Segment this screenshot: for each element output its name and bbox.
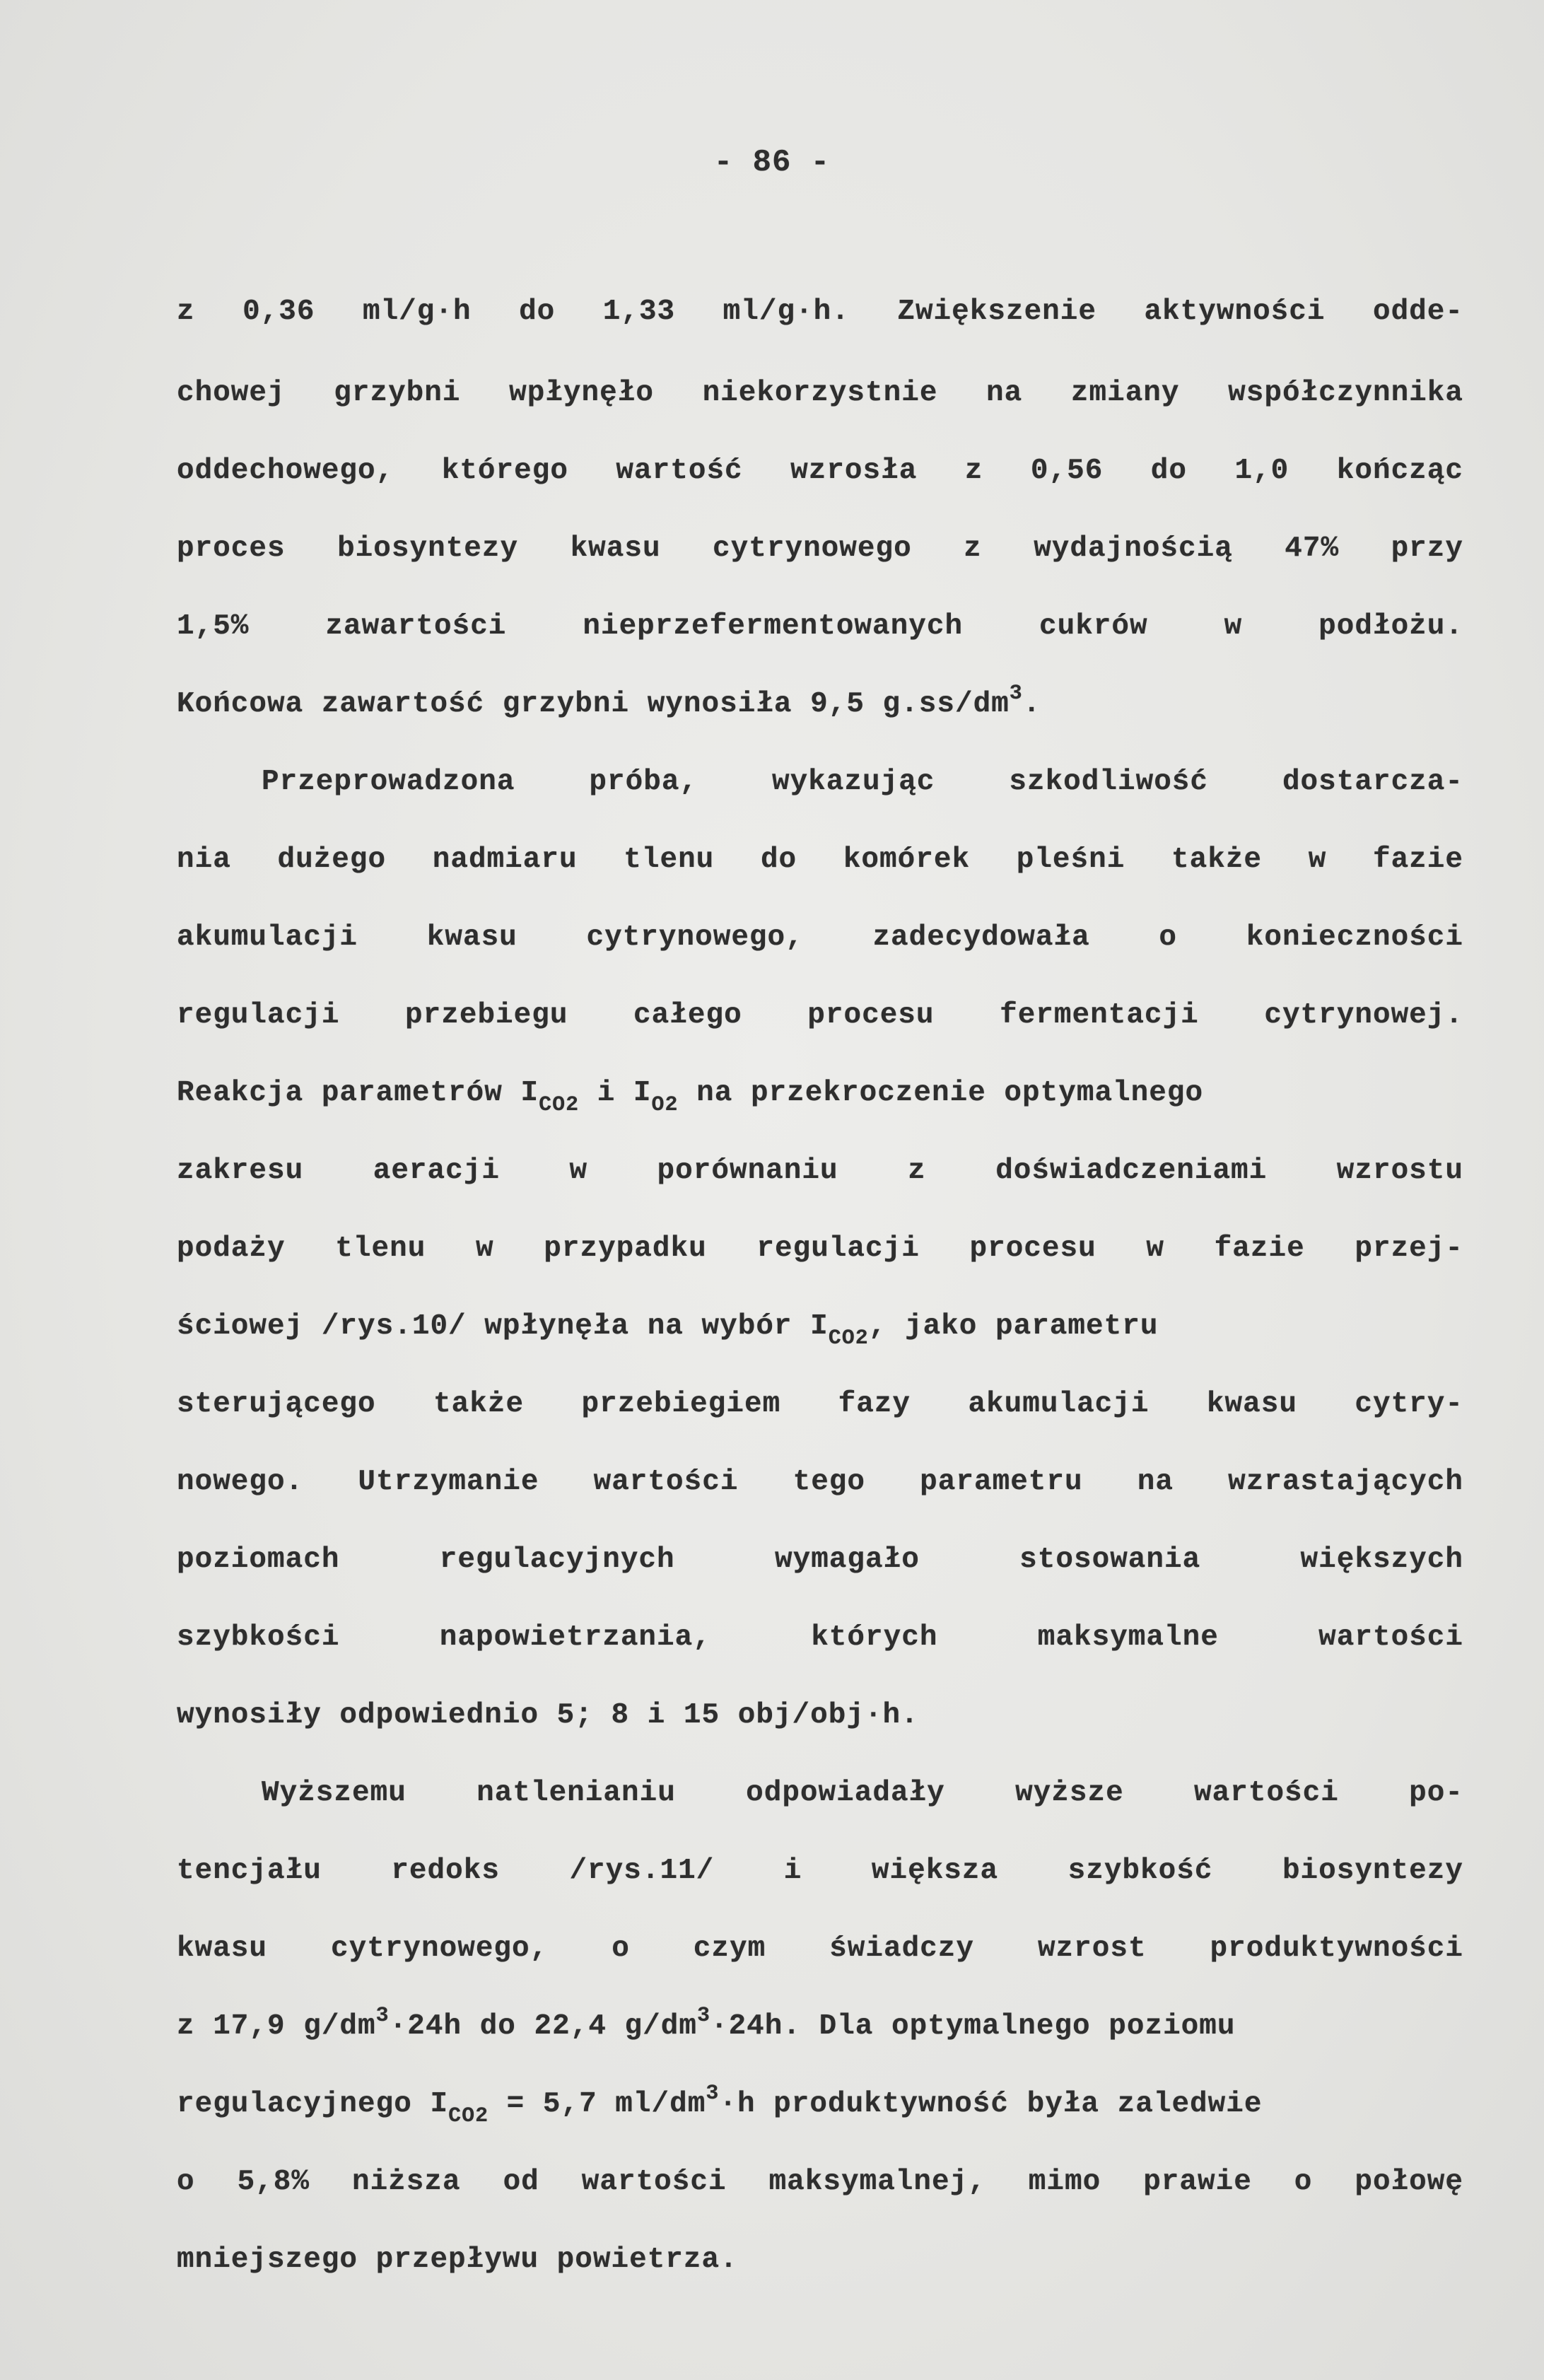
text-line: chowej grzybni wpłynęło niekorzystnie na zmiany współczynnika	[177, 377, 1463, 409]
text-line: szybkości napowietrzania, których maksymalne wartości	[177, 1621, 1463, 1654]
text-line	[177, 682, 1463, 723]
superscript: 3	[706, 2082, 720, 2106]
subscript: CO2	[539, 1093, 580, 1117]
text-line	[177, 1308, 1463, 1351]
subscript: CO2	[448, 2104, 489, 2128]
line-segment: Reakcja parametrów I	[177, 1077, 539, 1109]
line-segment: regulacyjnego I	[177, 2088, 449, 2121]
text-line: oddechowego, którego wartość wzrosła z 0,56 do 1,0 kończąc	[177, 455, 1463, 487]
line-segment: z 17,9 g/dm	[177, 2010, 376, 2043]
line-segment: Końcowa zawartość grzybni wynosiła 9,5 g.ss/dm	[177, 688, 1010, 721]
text-line: nia dużego nadmiaru tlenu do komórek pleśni także w fazie	[177, 844, 1463, 876]
text-line: sterującego także przebiegiem fazy akumulacji kwasu cytry-	[177, 1388, 1463, 1421]
subscript: O2	[651, 1093, 679, 1117]
line-segment: ·24h do 22,4 g/dm	[389, 2010, 697, 2043]
text-line: 1,5% zawartości nieprzefermentowanych cukrów w podłożu.	[177, 610, 1463, 643]
text-line: poziomach regulacyjnych wymagało stosowania większych	[177, 1544, 1463, 1576]
line-segment: .	[1022, 688, 1041, 721]
text-line	[177, 2082, 1463, 2128]
text-line: wynosiły odpowiednio 5; 8 i 15 obj/obj·h.	[177, 1699, 919, 1732]
superscript: 3	[1009, 682, 1023, 706]
text-line: podaży tlenu w przypadku regulacji procesu w fazie przej-	[177, 1232, 1463, 1265]
superscript: 3	[375, 2004, 390, 2028]
line-segment: i I	[579, 1077, 652, 1109]
text-line: nowego. Utrzymanie wartości tego parametru na wzrastających	[177, 1466, 1463, 1498]
text-line: kwasu cytrynowego, o czym świadczy wzrost produktywności	[177, 1932, 1463, 1965]
line-segment: ściowej /rys.10/ wpłynęła na wybór I	[177, 1310, 829, 1343]
text-line: tencjału redoks /rys.11/ i większa szybkość biosyntezy	[177, 1855, 1463, 1887]
line-segment: na przekroczenie optymalnego	[678, 1077, 1204, 1109]
subscript: CO2	[828, 1326, 869, 1351]
text-line: regulacji przebiegu całego procesu fermentacji cytrynowej.	[177, 999, 1463, 1032]
line-segment: ·h produktywność była zaledwie	[719, 2088, 1263, 2121]
text-line	[177, 1075, 1463, 1117]
page-number: - 86 -	[713, 145, 831, 180]
text-line: zakresu aeracji w porównaniu z doświadczeniami wzrostu	[177, 1155, 1463, 1187]
superscript: 3	[696, 2004, 710, 2028]
line-segment: = 5,7 ml/dm	[489, 2088, 706, 2121]
text-line: z 0,36 ml/g·h do 1,33 ml/g·h. Zwiększenie aktywności odde-	[177, 296, 1463, 328]
text-line: o 5,8% niższa od wartości maksymalnej, mimo prawie o połowę	[177, 2166, 1463, 2198]
text-line: proces biosyntezy kwasu cytrynowego z wydajnością 47% przy	[177, 532, 1463, 565]
line-segment: , jako parametru	[868, 1310, 1159, 1343]
text-line: akumulacji kwasu cytrynowego, zadecydowała o konieczności	[177, 921, 1463, 954]
text-line: Przeprowadzona próba, wykazując szkodliwość dostarcza-	[262, 766, 1463, 798]
line-segment: ·24h. Dla optymalnego poziomu	[710, 2010, 1236, 2043]
text-line: mniejszego przepływu powietrza.	[177, 2244, 738, 2276]
text-line: Wyższemu natlenianiu odpowiadały wyższe wartości po-	[262, 1777, 1463, 1809]
text-line	[177, 2004, 1463, 2045]
